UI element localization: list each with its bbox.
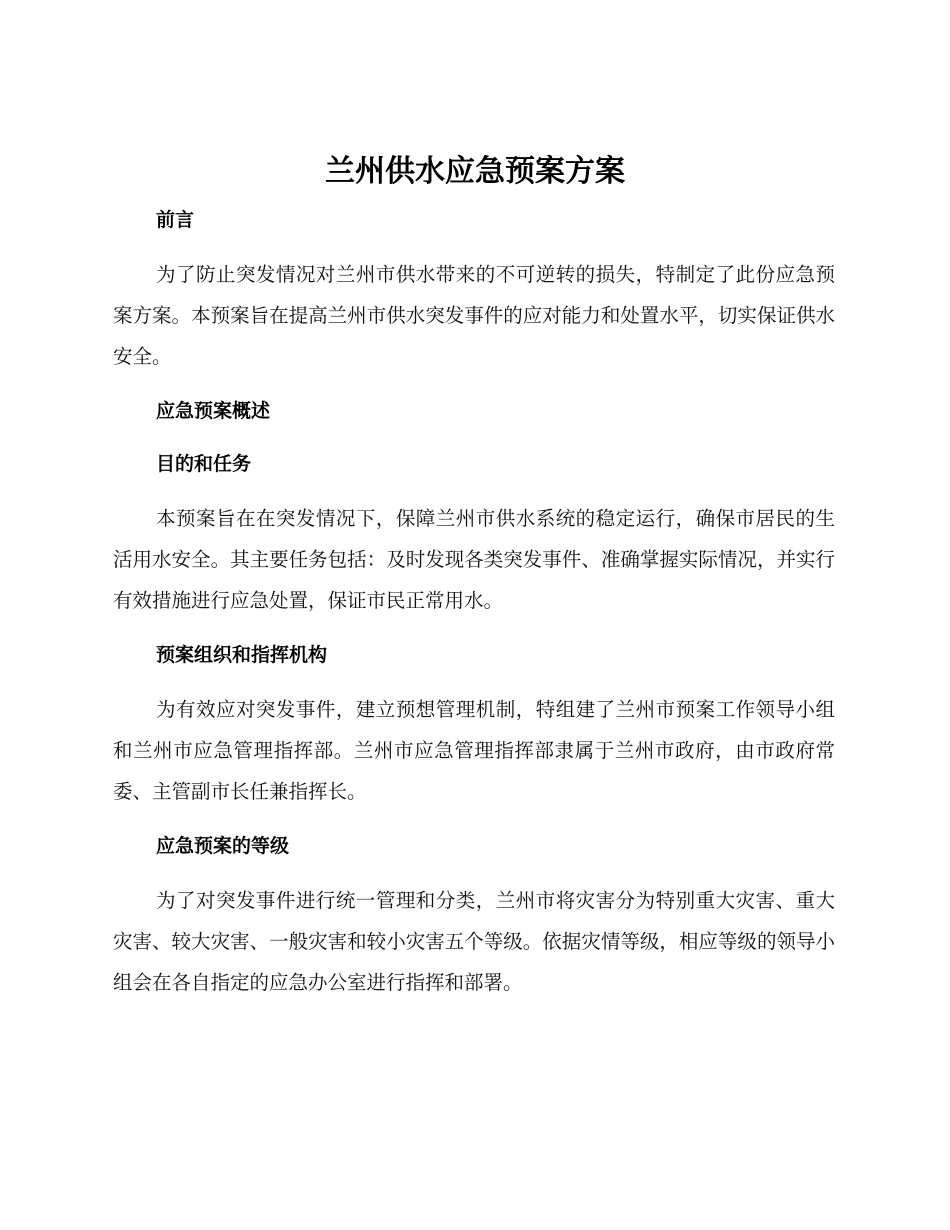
section-paragraph-levels: 为了对突发事件进行统一管理和分类，兰州市将灾害分为特别重大灾害、重大灾害、较大灾害、一般灾害和较小灾害五个等级。依据灾情等级，相应等级的领导小组会在各自指定的应急办公室进行指挥和部署。 <box>113 889 835 994</box>
section-heading-preface: 前言 <box>156 209 195 231</box>
document-body <box>113 201 835 1003</box>
section-heading-overview: 应急预案概述 <box>156 400 271 422</box>
section-paragraph-organization: 为有效应对突发事件，建立预想管理机制，特组建了兰州市预案工作领导小组和兰州市应急管理指挥部。兰州市应急管理指挥部隶属于兰州市政府，由市政府常委、主管副市长任兼指挥长。 <box>113 698 835 803</box>
section-heading-organization: 预案组织和指挥机构 <box>156 644 328 666</box>
section-paragraph-purpose: 本预案旨在在突发情况下，保障兰州市供水系统的稳定运行，确保市居民的生活用水安全。其主要任务包括：及时发现各类突发事件、准确掌握实际情况，并实行有效措施进行应急处置，保证市民正常用水。 <box>113 507 835 612</box>
section-heading-levels: 应急预案的等级 <box>156 835 290 857</box>
section-heading-purpose: 目的和任务 <box>156 453 252 475</box>
document-title: 兰州供水应急预案方案 <box>325 154 625 189</box>
section-paragraph-preface: 为了防止突发情况对兰州市供水带来的不可逆转的损失，特制定了此份应急预案方案。本预案旨在提高兰州市供水突发事件的应对能力和处置水平，切实保证供水安全。 <box>113 263 835 368</box>
